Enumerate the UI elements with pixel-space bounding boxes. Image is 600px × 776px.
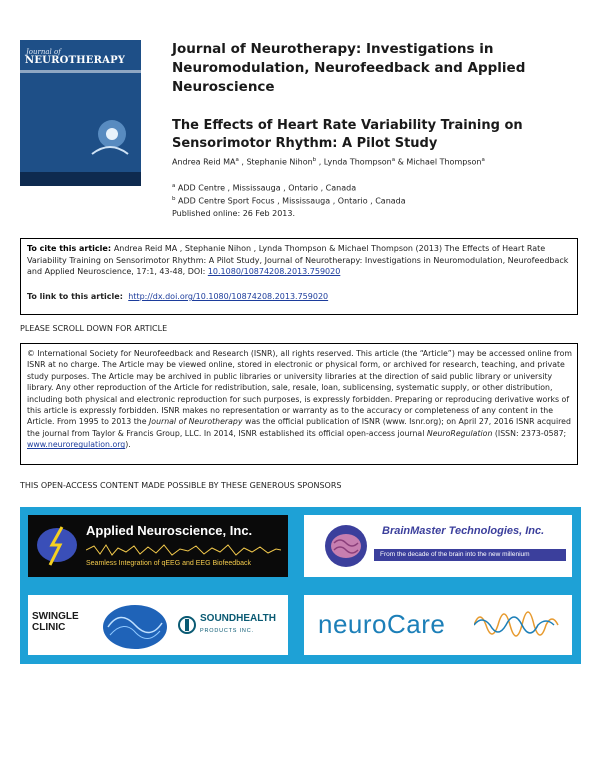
- published-date: Published online: 26 Feb 2013.: [172, 209, 296, 218]
- article-link-line: [27, 292, 328, 301]
- sponsors-heading: THIS OPEN-ACCESS CONTENT MADE POSSIBLE BY THESE GENEROUS SPONSORS: [20, 481, 342, 490]
- rights-part: ).: [125, 440, 131, 450]
- brain-logo-icon: [322, 523, 370, 569]
- author-affil-mark: a: [391, 157, 396, 163]
- doi-link[interactable]: 10.1080/10874208.2013.759020: [207, 267, 341, 276]
- cite-label: To cite this article:: [27, 244, 114, 253]
- rights-box: [20, 343, 578, 465]
- author-sep: &: [395, 157, 407, 167]
- authors-line: [172, 157, 485, 167]
- journal-title: Journal of Neurotherapy: Investigations in Neuromodulation, Neurofeedback and Applied Neuroscience: [172, 41, 526, 95]
- brain-lightning-icon: [32, 523, 82, 569]
- journal-cover-image: [20, 40, 141, 186]
- cover-artwork-icon: [90, 110, 130, 160]
- author-name: Michael Thompson: [406, 157, 482, 167]
- brainmaster-name: BrainMaster Technologies, Inc.: [382, 525, 545, 537]
- sponsor-applied-neuroscience[interactable]: [28, 515, 288, 577]
- brain-scan-icon: [100, 599, 170, 651]
- brainmaster-tagline: From the decade of the brain into the new millenium: [380, 551, 530, 558]
- applied-tagline: Seamless Integration of qEEG and EEG Biofeedback: [86, 560, 251, 567]
- rights-journal-name: Journal of Neurotherapy: [149, 417, 243, 427]
- cover-journal-small: Journal of: [26, 48, 61, 56]
- affiliation-b: [172, 196, 406, 206]
- cover-journal-name: NEUROTHERAPY: [25, 55, 126, 66]
- swingle-line1: SWINGLE: [32, 611, 79, 622]
- affil-mark: a: [172, 183, 176, 189]
- sponsor-brainmaster[interactable]: [304, 515, 572, 577]
- link-label: To link to this article:: [27, 292, 126, 301]
- author-sep: ,: [238, 157, 247, 167]
- citation-box: [20, 238, 578, 315]
- rights-text: [27, 348, 575, 451]
- neurocare-name: neuroCare: [318, 609, 446, 639]
- rights-part: (ISSN: 2373-0587;: [492, 428, 567, 438]
- affil-text: ADD Centre , Mississauga , Ontario , Canada: [177, 183, 357, 193]
- neurocare-wave-icon: [474, 599, 564, 651]
- affil-text: ADD Centre Sport Focus , Mississauga , Ontario , Canada: [178, 196, 406, 206]
- cite-body: Andrea Reid MA , Stephanie Nihon , Lynda Thompson & Michael Thompson (2013) The Effects of Heart Rate Variability Training on Sensorimotor Rhythm: A Pilot Study, Journal of Neurotherapy: Investigations in Neuromodulation, Neurofeedback and Applied Neuroscience, 17:1, 43-48, DOI:: [27, 244, 569, 276]
- sponsors-banner: [20, 507, 581, 664]
- sponsor-neurocare[interactable]: [304, 595, 572, 655]
- author-sep: ,: [316, 157, 324, 167]
- soundhealth-logo-icon: [178, 611, 196, 639]
- author-affil-mark: a: [235, 157, 239, 163]
- eeg-wave-icon: [86, 543, 281, 557]
- affil-mark: b: [172, 196, 176, 202]
- sponsor-swingle-soundhealth[interactable]: [28, 595, 288, 655]
- citation-text: [27, 243, 572, 278]
- author-name: Andrea Reid MA: [172, 157, 236, 167]
- swingle-clinic-logo: [32, 611, 79, 633]
- soundhealth-name: SOUNDHEALTH: [200, 613, 276, 624]
- soundhealth-sub: PRODUCTS INC.: [200, 628, 254, 634]
- affiliation-a: [172, 183, 356, 193]
- scroll-notice: PLEASE SCROLL DOWN FOR ARTICLE: [20, 324, 168, 333]
- applied-name: Applied Neuroscience, Inc.: [86, 523, 253, 538]
- cover-band: [20, 70, 141, 73]
- author-affil-mark: a: [481, 157, 485, 163]
- cover-footer: [20, 172, 141, 186]
- rights-part: © International Society for Neurofeedback and Research (ISNR), all rights reserved. This article (the “Article”) may be accessed online from ISNR at no charge. The Article may be viewed online, stored in electronic or physical form, or archived for research, teaching, and private study purposes. The Article may be archived in public libraries or university libraries at the direction of said public library or university library. Any other reproduction of the Article for redistribution, sale, resale, loan, sublicensing, systematic supply, or other distribution, including both physical and electronic reproduction for such purposes, is expressly forbidden. Preparing or reproducing derivative works of this article is expressly forbidden. ISNR makes no representation or warranty as to the accuracy or completeness of any content in the Article. From 1995 to 2013 the: [27, 349, 572, 427]
- rights-part: was the official publication of ISNR (www. Isnr.org); on April 27, 2016 ISNR acquired the journal from Taylor & Francis Group, LLC. In 2014, ISNR established its official open-access journal: [27, 417, 571, 438]
- author-name: Stephanie Nihon: [246, 157, 313, 167]
- article-title: The Effects of Heart Rate Variability Training on Sensorimotor Rhythm: A Pilot Study: [172, 118, 523, 151]
- author-affil-mark: b: [312, 157, 317, 163]
- rights-neuroregulation: NeuroRegulation: [426, 428, 493, 438]
- article-url-link[interactable]: http://dx.doi.org/10.1080/10874208.2013.759020: [128, 292, 329, 301]
- neuroregulation-link[interactable]: www.neuroregulation.org: [27, 440, 126, 450]
- author-name: Lynda Thompson: [323, 157, 392, 167]
- swingle-line2: CLINIC: [32, 622, 66, 633]
